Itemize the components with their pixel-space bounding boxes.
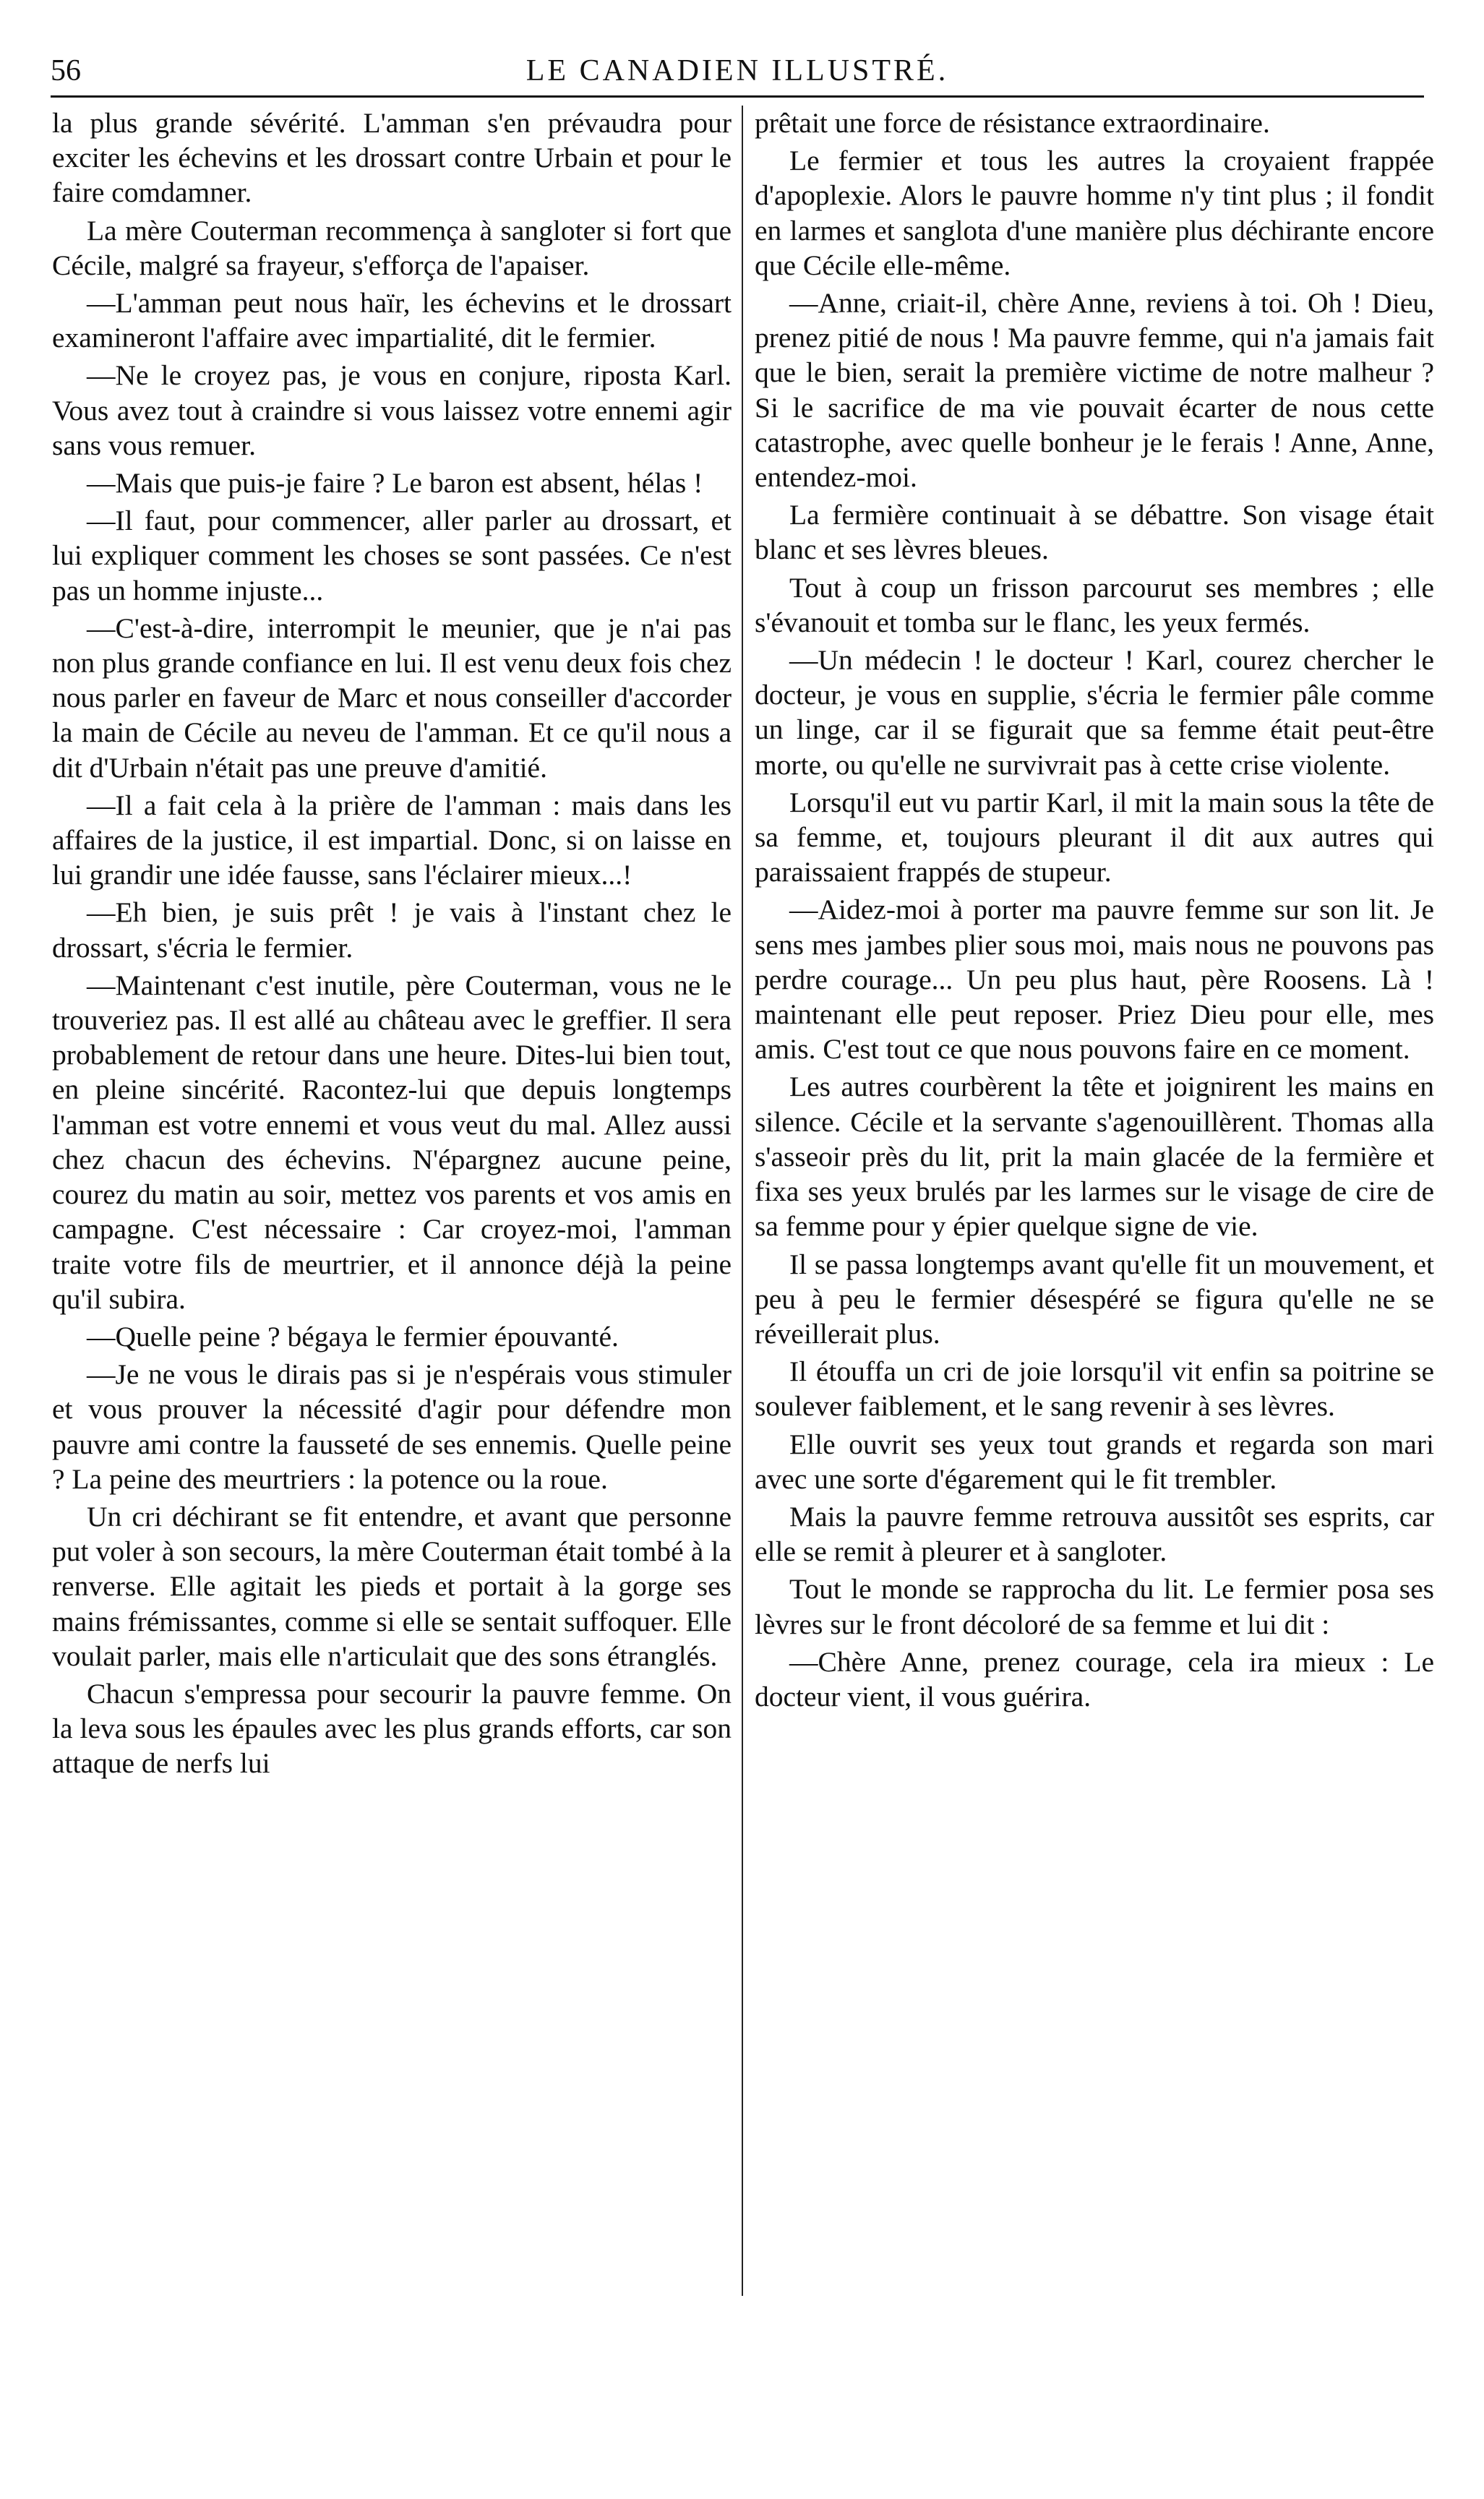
journal-title: LE CANADIEN ILLUSTRÉ. bbox=[526, 54, 949, 87]
paragraph: Un cri déchirant se fit entendre, et avant que personne put voler à son secours, la mère Couterman était tombé à la renverse. Elle agitait les pieds et portait à la gorge ses mains frémissantes, comme si elle se sentait suffoquer. Elle voulait parler, mais elle n'articulait que des sons étranglés. bbox=[52, 1500, 732, 1672]
paragraph: —Quelle peine ? bégaya le fermier épouvanté. bbox=[87, 1320, 619, 1353]
paragraph: —Aidez-moi à porter ma pauvre femme sur son lit. Je sens mes jambes plier sous moi, mais nous ne pouvons pas perdre courage... Un peu plus haut, père Roosens. Là ! maintenant elle peut reposer. Priez Dieu pour elle, mes amis. C'est tout ce que nous pouvons faire en ce moment. bbox=[755, 893, 1434, 1066]
page-header bbox=[51, 45, 1424, 98]
paragraph: —L'amman peut nous haïr, les échevins et le drossart examineront l'affaire avec impartialité, dit le fermier. bbox=[52, 287, 732, 354]
paragraph: La fermière continuait à se débattre. Son visage était blanc et ses lèvres bleues. bbox=[755, 499, 1434, 566]
paragraph: —Il a fait cela à la prière de l'amman : mais dans les affaires de la justice, il est impartial. Donc, si on laisse en lui grandir une idée fausse, sans l'éclairer mieux...! bbox=[52, 789, 732, 891]
paragraph: prêtait une force de résistance extraordinaire. bbox=[755, 107, 1270, 139]
column-divider bbox=[742, 106, 743, 2296]
paragraph: Chacun s'empressa pour secourir la pauvre femme. On la leva sous les épaules avec les plus grands efforts, car son attaque de nerfs lui bbox=[52, 1677, 732, 1780]
paragraph: —Anne, criait-il, chère Anne, reviens à toi. Oh ! Dieu, prenez pitié de nous ! Ma pauvre femme, qui n'a jamais fait que le bien, serait la première victime de notre malheur ? Si le sacrifice de ma vie pouvait écarter de nous cette catastrophe, avec quelle bonheur je le ferais ! Anne, Anne, entendez-moi. bbox=[755, 287, 1434, 494]
paragraph: —Je ne vous le dirais pas si je n'espérais vous stimuler et vous prouver la nécessité d'agir pour défendre mon pauvre ami contre la fausseté de ses ennemis. Quelle peine ? La peine des meurtriers : la potence ou la roue. bbox=[52, 1358, 732, 1495]
left-column bbox=[52, 106, 732, 1784]
paragraph: Les autres courbèrent la tête et joignirent les mains en silence. Cécile et la servante s'agenouillèrent. Thomas alla s'asseoir près du lit, prit la main glacée de la fermière et fixa ses yeux brulés par les larmes sur le visage de cire de sa femme pour y épier quelque signe de vie. bbox=[755, 1071, 1434, 1243]
page-number: 56 bbox=[51, 54, 81, 87]
paragraph: la plus grande sévérité. L'amman s'en prévaudra pour exciter les échevins et les drossart contre Urbain et pour le faire comdamner. bbox=[52, 107, 732, 209]
paragraph: —Eh bien, je suis prêt ! je vais à l'instant chez le drossart, s'écria le fermier. bbox=[52, 896, 732, 964]
right-column bbox=[755, 106, 1434, 1717]
paragraph: Mais la pauvre femme retrouva aussitôt ses esprits, car elle se remit à pleurer et à sangloter. bbox=[755, 1500, 1434, 1568]
paragraph: —Mais que puis-je faire ? Le baron est absent, hélas ! bbox=[87, 467, 703, 500]
paragraph: —Un médecin ! le docteur ! Karl, courez chercher le docteur, je vous en supplie, s'écria le fermier pâle comme un linge, car il se figurait que sa femme était peut-être morte, ou qu'elle ne survivrait pas à cette crise violente. bbox=[755, 644, 1434, 781]
paragraph: —Maintenant c'est inutile, père Couterman, vous ne le trouveriez pas. Il est allé au château avec le greffier. Il sera probablement de retour dans une heure. Dites-lui bien tout, en pleine sincérité. Racontez-lui que depuis longtemps l'amman est votre ennemi et vous veut du mal. Allez aussi chez chacun des échevins. N'épargnez aucune peine, courez du matin au soir, mettez vos parents et vos amis en campagne. C'est nécessaire : Car croyez-moi, l'amman traite votre fils de meurtrier, et il annonce déjà la peine qu'il subira. bbox=[52, 969, 732, 1315]
paragraph: —Ne le croyez pas, je vous en conjure, riposta Karl. Vous avez tout à craindre si vous laissez votre ennemi agir sans vous remuer. bbox=[52, 359, 732, 461]
paragraph: Il se passa longtemps avant qu'elle fit un mouvement, et peu à peu le fermier désespéré se figura qu'elle ne se réveillerait plus. bbox=[755, 1248, 1434, 1350]
paragraph: —C'est-à-dire, interrompit le meunier, que je n'ai pas non plus grande confiance en lui. Il est venu deux fois chez nous parler en faveur de Marc et nous conseiller d'accorder la main de Cécile au neveu de l'amman. Et ce qu'il nous a dit d'Urbain n'était pas une preuve d'amitié. bbox=[52, 612, 732, 784]
paragraph: —Il faut, pour commencer, aller parler au drossart, et lui expliquer comment les choses se sont passées. Ce n'est pas un homme injuste... bbox=[52, 505, 732, 606]
paragraph: —Chère Anne, prenez courage, cela ira mieux : Le docteur vient, il vous guérira. bbox=[755, 1645, 1434, 1713]
paragraph: Elle ouvrit ses yeux tout grands et regarda son mari avec une sorte d'égarement qui le fit trembler. bbox=[755, 1428, 1434, 1495]
paragraph: La mère Couterman recommença à sangloter si fort que Cécile, malgré sa frayeur, s'efforça de l'apaiser. bbox=[52, 214, 732, 281]
paragraph: Il étouffa un cri de joie lorsqu'il vit enfin sa poitrine se soulever faiblement, et le sang revenir à ses lèvres. bbox=[755, 1355, 1434, 1423]
paragraph: Lorsqu'il eut vu partir Karl, il mit la main sous la tête de sa femme, et, toujours pleurant il dit aux autres qui paraissaient frappés de stupeur. bbox=[755, 786, 1434, 888]
paragraph: Tout le monde se rapprocha du lit. Le fermier posa ses lèvres sur le front décoloré de sa femme et lui dit : bbox=[755, 1573, 1434, 1640]
paragraph: Tout à coup un frisson parcourut ses membres ; elle s'évanouit et tomba sur le flanc, les yeux fermés. bbox=[755, 571, 1434, 638]
paragraph: Le fermier et tous les autres la croyaient frappée d'apoplexie. Alors le pauvre homme n'y tint plus ; il fondit en larmes et sanglota d'une manière plus déchirante encore que Cécile elle-même. bbox=[755, 145, 1434, 281]
